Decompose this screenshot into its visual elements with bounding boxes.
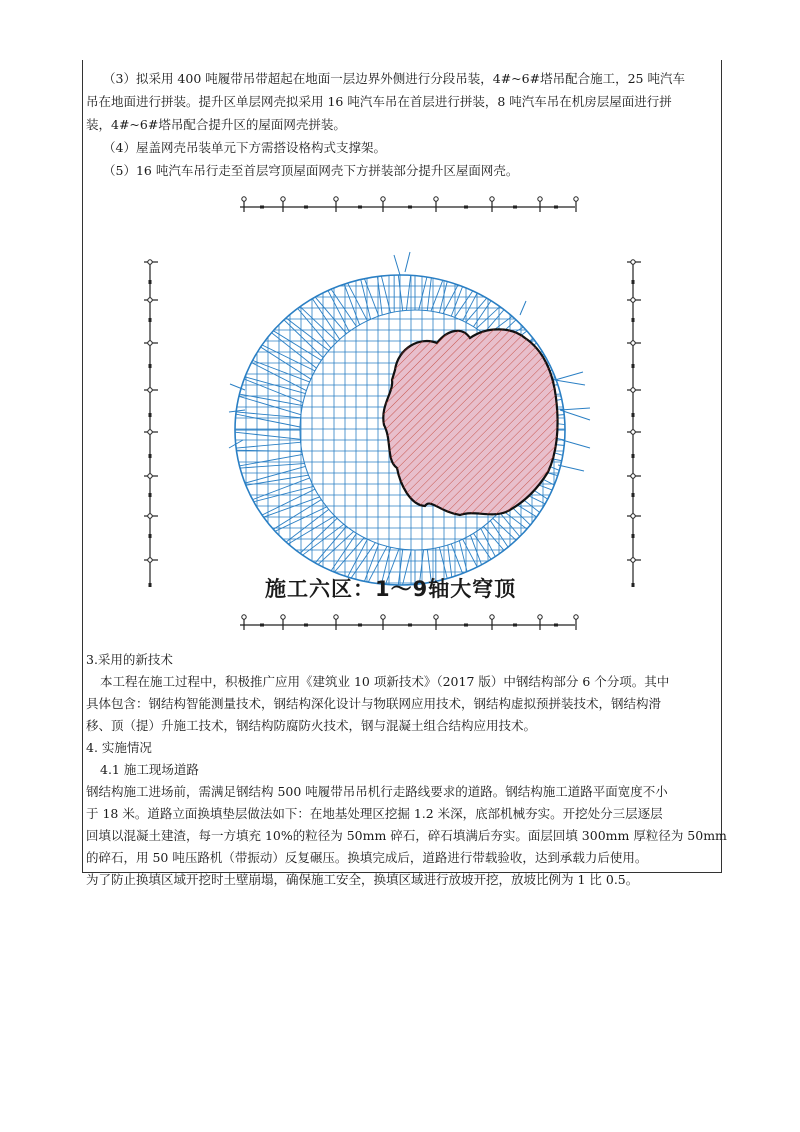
axis-bubble: [574, 615, 578, 619]
axis-bubble: [148, 388, 152, 392]
axis-bubble: [490, 615, 494, 619]
axis-mark: [358, 624, 362, 627]
axis-mark: [632, 280, 635, 284]
section-3-line-3: 移、顶（提）升施工技术，钢结构防腐防火技术，钢与混凝土组合结构应用技术。: [86, 718, 537, 733]
truss-diagonal: [266, 303, 334, 368]
axis-bubble: [434, 197, 438, 201]
axis-bubble: [148, 260, 152, 264]
section-4-line-5: 为了防止换填区域开挖时土壁崩塌，确保施工安全，换填区域进行放坡开挖，放坡比例为 1 比 0.5。: [86, 872, 639, 887]
axis-mark: [149, 318, 152, 322]
top-axis-ruler: [240, 197, 578, 212]
left-axis-ruler: [144, 260, 158, 587]
truss-radial: [446, 249, 477, 330]
measure-item-5: （5）16 吨汽车吊行走至首层穹顶屋面网壳下方拼装部分提升区屋面网壳。: [103, 163, 519, 178]
axis-mark: [149, 413, 152, 417]
axis-bubble: [148, 514, 152, 518]
axis-bubble: [631, 341, 635, 345]
axis-mark: [464, 206, 468, 209]
axis-mark: [149, 534, 152, 538]
axis-mark: [632, 413, 635, 417]
axis-bubble: [334, 615, 338, 619]
axis-mark: [358, 206, 362, 209]
axis-bubble: [574, 197, 578, 201]
section-4-line-2: 于 18 米。道路立面换填垫层做法如下：在地基处理区挖掘 1.2 米深，底部机械夯实。开挖处分三层逐层: [86, 806, 663, 821]
axis-mark: [632, 493, 635, 497]
axis-bubble: [242, 615, 246, 619]
axis-bubble: [490, 197, 494, 201]
section-4-title: 4. 实施情况: [86, 740, 152, 755]
truss-radial: [266, 500, 340, 557]
figure-caption: 施工六区：1～9轴大穹顶: [265, 577, 517, 601]
truss-diagonal: [334, 256, 365, 339]
axis-bubble: [631, 388, 635, 392]
axis-mark: [632, 364, 635, 368]
axis-mark: [408, 624, 412, 627]
truss-radial: [394, 241, 404, 326]
truss-radial: [266, 303, 340, 360]
bottom-axis-ruler: [240, 615, 578, 630]
axis-mark: [464, 624, 468, 627]
axis-bubble: [148, 430, 152, 434]
measure-item-3-line-2: 吊在地面进行拼装。提升区单层网壳拟采用 16 吨汽车吊在首层进行拼装，8 吨汽车吊在机房层屋面进行拼: [86, 94, 672, 109]
axis-bubble: [334, 197, 338, 201]
measure-item-4: （4）屋盖网壳吊装单元下方需搭设格构式支撑架。: [103, 140, 386, 155]
axis-mark: [632, 534, 635, 538]
axis-bubble: [631, 558, 635, 562]
axis-bubble: [381, 197, 385, 201]
axis-mark: [260, 206, 264, 209]
section-4-line-4: 的碎石，用 50 吨压路机（带振动）反复碾压。换填完成后，道路进行带载验收，达到承载力后使用。: [86, 850, 648, 865]
axis-bubble: [434, 615, 438, 619]
axis-bubble: [148, 474, 152, 478]
axis-bubble: [631, 430, 635, 434]
axis-mark: [304, 624, 308, 627]
axis-bubble: [381, 615, 385, 619]
section-3-line-1: 本工程在施工过程中，积极推广应用《建筑业 10 项新技术》（2017 版）中钢结构部分 6 个分项。其中: [100, 674, 670, 689]
section-3-title: 3.采用的新技术: [86, 652, 173, 667]
axis-mark: [149, 280, 152, 284]
axis-mark: [513, 624, 517, 627]
section-4-1-subtitle: 4.1 施工现场道路: [100, 762, 199, 777]
axis-bubble: [281, 615, 285, 619]
section-4-line-3: 回填以混凝土建渣，每一方填充 10%的粒径为 50mm 碎石，碎石填满后夯实。面层回填 300mm 厚粒径为 50mm: [86, 828, 727, 843]
axis-mark: [408, 206, 412, 209]
axis-bubble: [538, 615, 542, 619]
axis-bubble: [631, 514, 635, 518]
axis-bubble: [538, 197, 542, 201]
axis-bubble: [242, 197, 246, 201]
truss-diagonal: [253, 318, 328, 377]
measure-item-3-line-3: 装，4#~6#塔吊配合提升区的屋面网壳拼装。: [86, 117, 346, 132]
axis-bubble: [148, 341, 152, 345]
axis-mark: [554, 624, 558, 627]
axis-bubble: [148, 298, 152, 302]
axis-bubble: [148, 558, 152, 562]
axis-bubble: [281, 197, 285, 201]
axis-bubble: [631, 474, 635, 478]
axis-mark: [149, 364, 152, 368]
truss-radial: [281, 289, 348, 352]
axis-mark: [149, 454, 152, 458]
lift-zone-hatch-lines: [383, 329, 557, 515]
axis-mark: [513, 206, 517, 209]
axis-mark: [554, 206, 558, 209]
axis-bubble: [631, 298, 635, 302]
axis-mark: [632, 583, 635, 587]
axis-mark: [632, 318, 635, 322]
truss-radial: [482, 508, 549, 571]
axis-mark: [149, 493, 152, 497]
axis-mark: [149, 583, 152, 587]
truss-diagonal: [456, 265, 515, 334]
axis-bubble: [631, 260, 635, 264]
truss-radial: [297, 276, 356, 345]
axis-mark: [632, 454, 635, 458]
axis-mark: [260, 624, 264, 627]
section-4-line-1: 钢结构施工进场前，需满足钢结构 500 吨履带吊吊机行走路线要求的道路。钢结构施工道路平面宽度不小: [86, 784, 668, 799]
section-3-line-2: 具体包含：钢结构智能测量技术，钢结构深化设计与物联网应用技术，钢结构虚拟预拼装技术，钢结构滑: [86, 696, 662, 711]
right-axis-ruler: [627, 260, 641, 587]
measure-item-3-line-1: （3）拟采用 400 吨履带吊带超起在地面一层边界外侧进行分段吊装，4#~6#塔吊配合施工，25 吨汽车: [103, 71, 685, 86]
truss-radial: [281, 508, 348, 571]
truss-radial: [425, 241, 435, 326]
axis-mark: [304, 206, 308, 209]
